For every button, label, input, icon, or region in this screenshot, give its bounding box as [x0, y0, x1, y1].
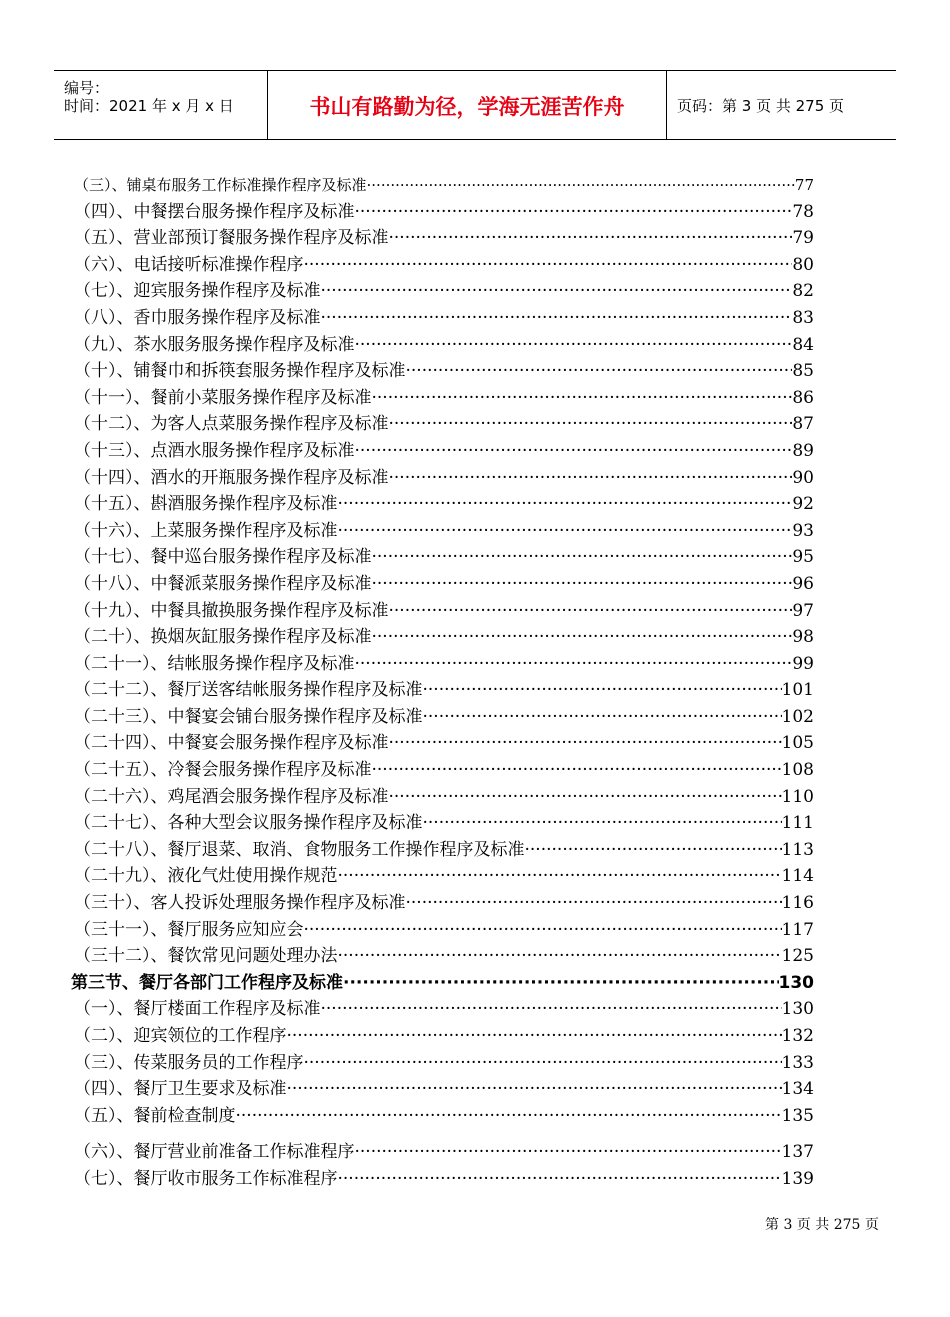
toc-entry-page: 111 — [781, 813, 814, 834]
toc-entry-title: （五）、营业部预订餐服务操作程序及标准 — [74, 228, 389, 249]
toc-leader-dots — [367, 172, 795, 199]
toc-entry — [74, 917, 814, 944]
toc-leader-dots — [389, 465, 793, 492]
toc-entry-page: 79 — [792, 228, 814, 249]
toc-entry — [74, 651, 814, 678]
toc-leader-dots — [372, 385, 793, 412]
toc-leader-dots — [372, 624, 793, 651]
toc-section-heading — [71, 970, 814, 997]
toc-leader-dots — [338, 518, 793, 545]
toc-leader-dots — [321, 305, 793, 332]
header-meta-cell — [54, 71, 268, 139]
toc-entry — [74, 624, 814, 651]
toc-entry-page: 110 — [781, 786, 814, 807]
toc-entry — [74, 172, 814, 199]
toc-entry-title: （二十七）、各种大型会议服务操作程序及标准 — [74, 813, 423, 834]
toc-entry-title: （八）、香巾服务操作程序及标准 — [74, 307, 321, 328]
toc-leader-dots — [321, 278, 793, 305]
motto: 书山有路勤为径，学海无涯苦作舟 — [309, 95, 625, 119]
toc-entry — [74, 252, 814, 279]
toc-entry-title: （二十）、换烟灰缸服务操作程序及标准 — [74, 627, 372, 648]
toc-entry-page: 80 — [792, 254, 814, 275]
toc-entry-title: （六）、餐厅营业前准备工作标准程序 — [74, 1142, 355, 1163]
toc-entry-page: 130 — [778, 972, 814, 993]
toc-leader-dots — [372, 544, 793, 571]
toc-entry-title: （十四）、酒水的开瓶服务操作程序及标准 — [74, 467, 389, 488]
toc-entry-page: 78 — [792, 201, 814, 222]
toc-entry-page: 113 — [781, 839, 814, 860]
toc-entry-title: （三十）、客人投诉处理服务操作程序及标准 — [74, 893, 406, 914]
toc-leader-dots — [406, 890, 782, 917]
toc-entry-page: 84 — [792, 334, 814, 355]
toc-entry-title: （四）、中餐摆台服务操作程序及标准 — [74, 201, 355, 222]
toc-entry — [74, 199, 814, 226]
toc-entry-title: （十九）、中餐具撤换服务操作程序及标准 — [74, 600, 389, 621]
toc-leader-dots — [406, 358, 793, 385]
toc-entry-title: （十六）、上菜服务操作程序及标准 — [74, 520, 338, 541]
toc-leader-dots — [372, 757, 782, 784]
toc-entry-title: （十七）、餐中巡台服务操作程序及标准 — [74, 547, 372, 568]
toc-leader-dots — [525, 837, 782, 864]
toc-entry-page: 90 — [792, 467, 814, 488]
toc-entry-title: （二）、迎宾领位的工作程序 — [74, 1026, 287, 1046]
toc-entry-title: （二十一）、结帐服务操作程序及标准 — [74, 653, 355, 674]
toc-entry-title: （三十一）、餐厅服务应知应会 — [74, 919, 304, 940]
toc-entry — [74, 278, 814, 305]
toc-entry-title: （九）、茶水服务服务操作程序及标准 — [74, 334, 355, 355]
time-label: 时间：2021 年 x 月 x 日 — [64, 97, 234, 115]
toc-entry-page: 83 — [792, 307, 814, 328]
toc-leader-dots — [304, 252, 793, 279]
toc-entry-title: （十八）、中餐派菜服务操作程序及标准 — [74, 573, 372, 594]
toc-leader-dots — [389, 730, 782, 757]
toc-entry-page: 132 — [781, 1026, 814, 1046]
toc-entry-page: 85 — [792, 361, 814, 382]
toc-entry-title: （二十三）、中餐宴会铺台服务操作程序及标准 — [74, 706, 423, 727]
toc-leader-dots — [304, 1050, 782, 1077]
toc-leader-dots — [321, 996, 782, 1023]
toc-leader-dots — [389, 598, 793, 625]
toc-entry-title: （二十八）、餐厅退菜、取消、食物服务工作操作程序及标准 — [74, 839, 525, 860]
toc-entry-page: 97 — [792, 600, 814, 621]
toc-leader-dots — [338, 1166, 782, 1193]
toc-entry — [74, 837, 814, 864]
header-page-cell — [667, 71, 896, 139]
toc-entry — [74, 544, 814, 571]
toc-entry-title: （十一）、餐前小菜服务操作程序及标准 — [74, 387, 372, 408]
toc-entry — [74, 810, 814, 837]
toc-entry — [74, 757, 814, 784]
toc-leader-dots — [389, 225, 793, 252]
toc-entry — [74, 411, 814, 438]
page-info: 页码：第 3 页 共 275 页 — [677, 97, 845, 115]
toc-entry-title: （七）、迎宾服务操作程序及标准 — [74, 281, 321, 302]
toc-leader-dots — [372, 571, 793, 598]
toc-entry — [74, 890, 814, 917]
toc-entry-page: 89 — [792, 440, 814, 461]
header-table — [54, 70, 896, 140]
table-of-contents — [71, 172, 814, 1193]
toc-entry — [74, 465, 814, 492]
toc-leader-dots — [287, 1076, 782, 1103]
toc-entry — [74, 571, 814, 598]
toc-entry — [74, 996, 814, 1023]
toc-entry — [74, 704, 814, 731]
toc-entry-page: 101 — [781, 680, 814, 701]
toc-leader-dots — [355, 1139, 782, 1166]
toc-entry — [74, 438, 814, 465]
toc-entry-title: （十五）、斟酒服务操作程序及标准 — [74, 494, 338, 515]
toc-entry — [74, 225, 814, 252]
toc-entry-page: 98 — [792, 627, 814, 648]
toc-entry-page: 108 — [781, 760, 814, 781]
toc-entry-page: 93 — [792, 520, 814, 541]
toc-entry-page: 125 — [781, 946, 814, 967]
toc-leader-dots — [338, 943, 782, 970]
toc-entry — [74, 1023, 814, 1050]
toc-entry — [74, 518, 814, 545]
toc-leader-dots — [338, 491, 793, 518]
toc-entry — [74, 863, 814, 890]
toc-leader-dots — [389, 784, 782, 811]
toc-entry-title: （二十六）、鸡尾酒会服务操作程序及标准 — [74, 786, 389, 807]
toc-entry-title: （二十五）、冷餐会服务操作程序及标准 — [74, 760, 372, 781]
toc-entry-page: 96 — [792, 573, 814, 594]
toc-entry-page: 95 — [792, 547, 814, 568]
header-motto-cell — [268, 71, 667, 139]
toc-entry-page: 86 — [792, 387, 814, 408]
toc-entry-page: 92 — [792, 494, 814, 515]
toc-leader-dots — [343, 970, 779, 997]
toc-entry — [74, 305, 814, 332]
toc-entry — [74, 730, 814, 757]
toc-leader-dots — [304, 917, 782, 944]
toc-entry-page: 133 — [781, 1052, 814, 1073]
toc-entry-page: 135 — [781, 1105, 814, 1126]
toc-entry — [74, 385, 814, 412]
toc-entry-title: （二十四）、中餐宴会服务操作程序及标准 — [74, 733, 389, 754]
toc-entry-title: （二十二）、餐厅送客结帐服务操作程序及标准 — [74, 680, 423, 701]
toc-entry — [74, 943, 814, 970]
toc-entry — [74, 1166, 814, 1193]
toc-entry-title: （六）、电话接听标准操作程序 — [74, 254, 304, 275]
toc-entry-page: 102 — [781, 706, 814, 727]
toc-entry-title: （二十九）、液化气灶使用操作规范 — [74, 866, 338, 887]
toc-entry — [74, 491, 814, 518]
toc-entry — [74, 1139, 814, 1166]
toc-entry-page: 77 — [794, 176, 814, 194]
toc-entry-page: 117 — [781, 919, 814, 940]
toc-leader-dots — [423, 704, 782, 731]
number-label: 编号： — [64, 79, 110, 97]
toc-entry-title: 第三节、餐厅各部门工作程序及标准 — [71, 972, 343, 993]
toc-entry-page: 114 — [781, 866, 814, 887]
toc-entry-page: 105 — [781, 733, 814, 754]
toc-entry-title: （五）、餐前检查制度 — [74, 1105, 236, 1126]
toc-entry-page: 134 — [781, 1079, 814, 1100]
toc-entry-page: 87 — [792, 414, 814, 435]
toc-entry — [74, 1050, 814, 1077]
toc-entry — [74, 784, 814, 811]
toc-entry-page: 137 — [781, 1142, 814, 1163]
toc-leader-dots — [389, 411, 793, 438]
toc-entry-title: （七）、餐厅收市服务工作标准程序 — [74, 1168, 338, 1189]
toc-entry-title: （三）、铺桌布服务工作标准操作程序及标准 — [74, 176, 367, 194]
page-footer: 第 3 页 共 275 页 — [765, 1217, 879, 1233]
toc-leader-dots — [355, 651, 793, 678]
toc-leader-dots — [423, 677, 782, 704]
toc-entry-title: （三十二）、餐饮常见问题处理办法 — [74, 946, 338, 967]
toc-leader-dots — [355, 199, 793, 226]
toc-entry-page: 82 — [792, 281, 814, 302]
toc-leader-dots — [355, 332, 793, 359]
toc-entry-title: （十）、铺餐巾和拆筷套服务操作程序及标准 — [74, 361, 406, 382]
toc-entry-title: （一）、餐厅楼面工作程序及标准 — [74, 999, 321, 1020]
toc-leader-dots — [287, 1023, 782, 1050]
toc-leader-dots — [338, 863, 782, 890]
toc-leader-dots — [236, 1103, 782, 1130]
toc-entry-page: 99 — [792, 653, 814, 674]
toc-entry-page: 139 — [781, 1168, 814, 1189]
toc-entry — [74, 598, 814, 625]
toc-entry — [74, 677, 814, 704]
toc-entry-page: 116 — [781, 893, 814, 914]
toc-entry-page: 130 — [781, 999, 814, 1020]
toc-entry — [74, 1076, 814, 1103]
toc-leader-dots — [423, 810, 782, 837]
toc-entry-title: （三）、传菜服务员的工作程序 — [74, 1052, 304, 1073]
toc-entry — [74, 332, 814, 359]
toc-leader-dots — [355, 438, 793, 465]
toc-entry-title: （四）、餐厅卫生要求及标准 — [74, 1079, 287, 1100]
toc-entry — [74, 1103, 814, 1130]
toc-entry — [74, 358, 814, 385]
toc-entry-title: （十三）、点酒水服务操作程序及标准 — [74, 440, 355, 461]
toc-entry-title: （十二）、为客人点菜服务操作程序及标准 — [74, 414, 389, 435]
